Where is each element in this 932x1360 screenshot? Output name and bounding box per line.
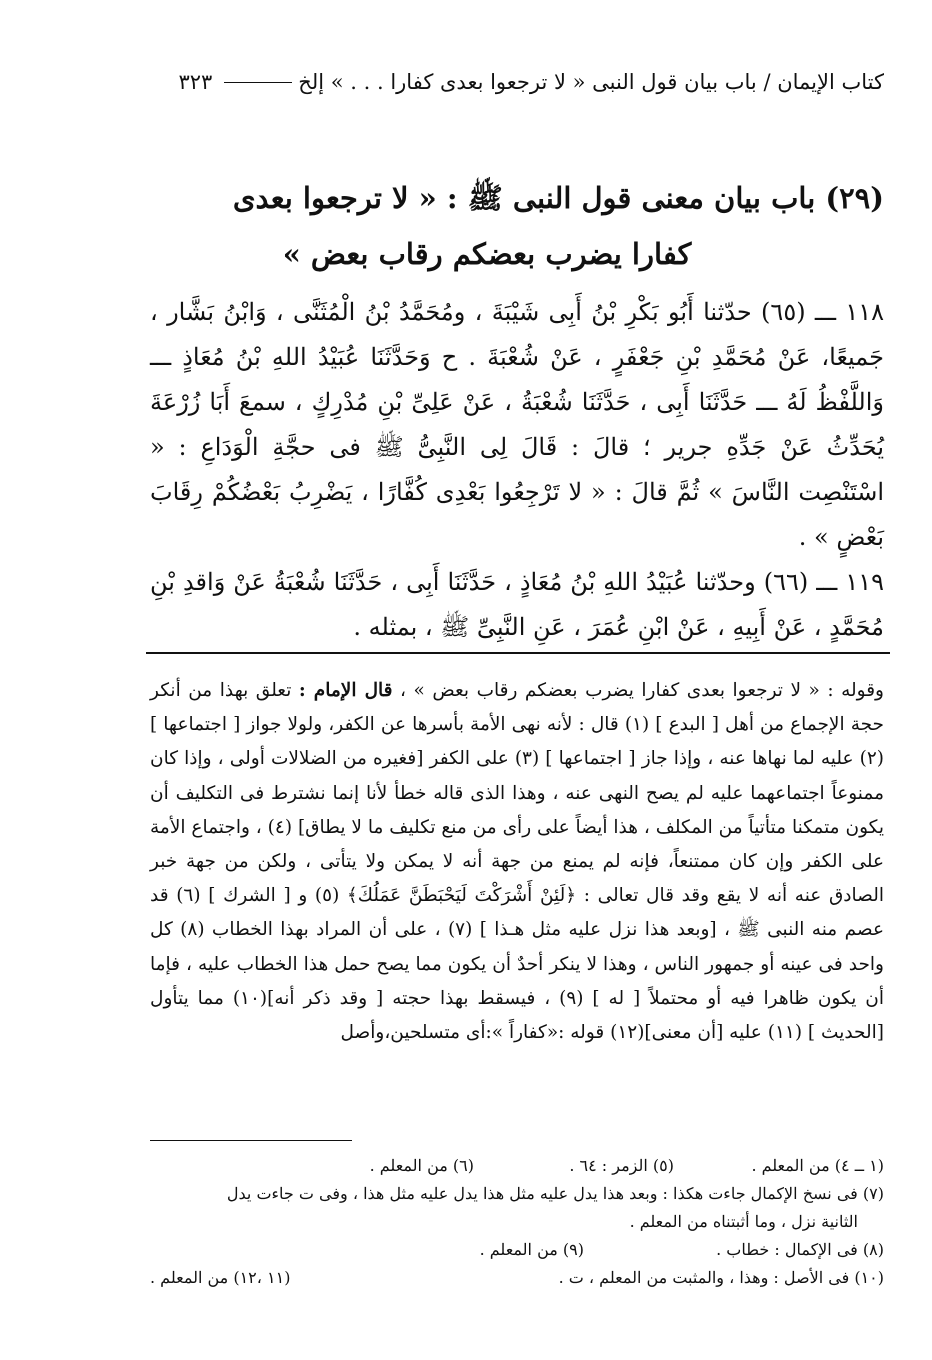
footnote-6: (٦) من المعلم . — [369, 1156, 474, 1175]
commentary-body: تعلق بهذا من أنكر حجة الإجماع من أهل [ البدع ] (١) قال : لأنه نهى الأمة بأسرها عن الكفر، ولولا جواز [ اجتماعها ] (٢) عليه لما نهاها عنه ، وإذا جاز [ اجتماعها ] (٣) على الكفر [فغيره من الضلالات أولى ، وإذا كان ممنوعاً اجتماعهما عليه لم يصح النهى عنه ، وهذا الذى قاله خطأ لأنا إنما نشترط فى التكليف أن يكون متمكنا متأتياً من المكلف ، هذا أيضاً على رأى من منع تكليف ما لا يطاق] (٤) ، واجتماع الأمة على الكفر وإن كان ممتنعاً، فإنه لم يمنع من جهة أنه لا يمكن ولا يتأتى ، ولكن من جهة خبر الصادق عنه أنه لا يقع وقد قال تعالى : ﴿لَئِنْ أَشْرَكْتَ لَيَحْبَطَنَّ عَمَلُكَ﴾ (٥) و [ الشرك ] (٦) قد عصم منه النبى ﷺ ، [وبعد هذا نزل عليه مثل هـذا ] (٧) ، على أن المراد بهذا الخطاب (٨) كل واحد فى عينه أو جمهور الناس ، وهذا لا ينكر أحدٌ أن يكون مما يصح حمل هذا الخطاب عليه ، فإما أن يكون ظاهرا فيه أو محتملاً [ له ] (٩) ، فيسقط بهذا حجته [ وقد ذكر أنه](١٠) مما يتأول [الحديث ] (١١) عليه [أن معنى](١٢) قوله :«كفاراً »:أى متسلحين،وأصل — [150, 680, 885, 1044]
footnote-8: (٨) فى الإكمال : خطاب . — [716, 1240, 884, 1259]
footnote-9: (٩) من المعلم . — [479, 1240, 584, 1259]
page-number: ٣٢٣ — [178, 70, 213, 94]
footnote-row — [150, 1264, 884, 1292]
book-page — [150, 52, 884, 1340]
footnote-7-continued: الثانية نزل ، وما أثبتناه من المعلم . — [629, 1212, 858, 1231]
hadith-118: ١١٨ ـــ (٦٥) حدّثنا أَبُو بَكْرِ بْنُ أَبِى شَيْبَةَ ، ومُحَمَّدُ بْنُ الْمُثَنَّى ، وَابْنُ بَشَّار ، جَميعًا، عَنْ مُحَمَّدِ بْنِ جَعْفَرٍ ، عَنْ شُعْبَةَ . ح وَحَدَّثَنَا عُبَيْدُ اللهِ بْنُ مُعَاذٍ ـــ وَاللَّفْظُ لَهُ ـــ حَدَّثَنَا أَبِى ، حَدَّثَنَا شُعْبَةُ ، عَنْ عَلِىِّ بْنِ مُدْرِكٍ ، سمعَ أَبَا زُرْعَةَ يُحَدِّثُ عَنْ جَدِّهِ جرير ؛ قالَ : قَالَ لِى النَّبِىُّ ﷺ فى حجَّةِ الْوَدَاعِ : « اسْتَنْصِت النَّاسَ » ثُمَّ قالَ : « لا تَرْجِعُوا بَعْدِى كُفَّارًا ، يَضْرِبُ بَعْضُكُمْ رِقَابَ بَعْضٍ » . — [150, 298, 884, 551]
text-commentary-divider — [146, 652, 890, 654]
imam-label: قال الإمام : — [298, 680, 393, 701]
header-rule — [224, 82, 292, 83]
footnote-10: (١٠) فى الأصل : وهذا ، والمثبت من المعلم ، ت . — [558, 1268, 884, 1287]
footnotes — [150, 1152, 884, 1292]
running-header-title: كتاب الإيمان / باب بيان قول النبى « لا ترجعوا بعدى كفارا . . . » إلخ — [298, 70, 884, 94]
chapter-heading-line-2: كفارا يضرب بعضكم رقاب بعض » — [282, 237, 692, 271]
hadith-119: ١١٩ ـــ (٦٦) وحدّثنا عُبَيْدُ اللهِ بْنُ مُعَاذٍ ، حَدَّثَنَا أَبِى ، حَدَّثَنَا شُعْبَةُ عَنْ وَاقدِ بْنِ مُحَمَّدٍ ، عَنْ أَبِيهِ ، عَنْ ابْنِ عُمَرَ ، عَنِ النَّبِىِّ ﷺ ، بمثله . — [150, 568, 884, 641]
footnote-divider — [150, 1140, 352, 1141]
footnote-5: (٥) الزمر : ٦٤ . — [569, 1156, 674, 1175]
footnote-row — [150, 1152, 884, 1180]
chapter-heading — [150, 170, 884, 282]
footnote-1-4: (١ ــ ٤) من المعلم . — [751, 1156, 884, 1175]
running-header — [150, 62, 884, 102]
footnote-7: (٧) فى نسخ الإكمال جاءت هكذا : وبعد هذا يدل عليه مثل هذا يدل عليه مثل هذا ، وفى ت جاءت يدل — [226, 1184, 884, 1203]
footnote-row — [150, 1236, 884, 1264]
footnote-11-12: (١١ ،١٢) من المعلم . — [150, 1268, 291, 1287]
commentary-lead: وقوله : « لا ترجعوا بعدى كفارا يضرب بعضكم رقاب بعض » ، — [400, 680, 884, 701]
chapter-heading-line-1: (٢٩) باب بيان معنى قول النبى ﷺ : « لا ترجعوا بعدى — [232, 181, 884, 215]
commentary-paragraph — [150, 674, 884, 1050]
